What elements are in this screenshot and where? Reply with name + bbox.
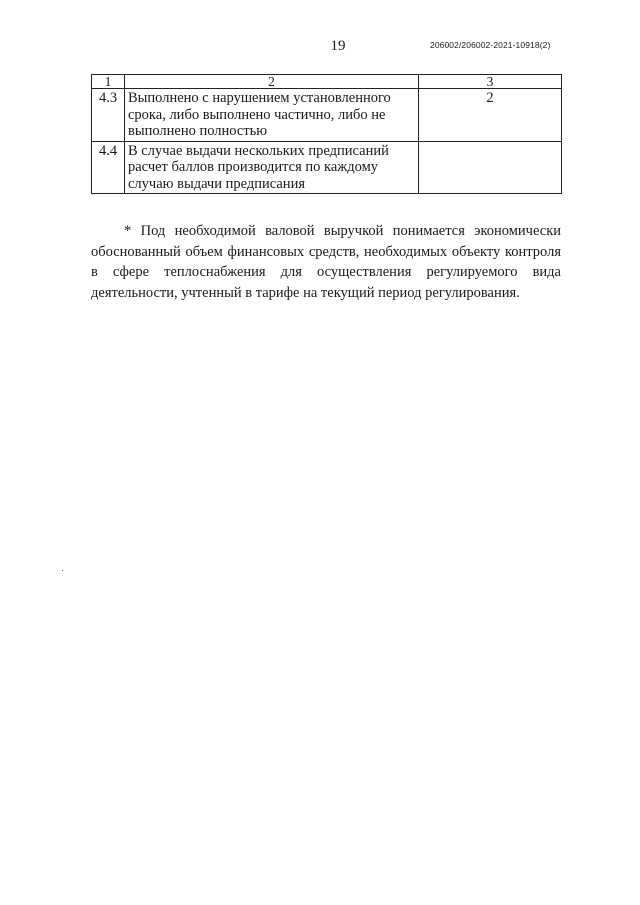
column-header: 1	[92, 75, 125, 89]
criteria-table	[91, 74, 562, 194]
row-score	[419, 141, 562, 194]
column-header: 2	[125, 75, 419, 89]
table-row	[92, 89, 562, 142]
table-header-row	[92, 75, 562, 89]
page-number: 19	[330, 38, 346, 54]
row-score: 2	[419, 89, 562, 142]
document-id: 206002/206002-2021-10918(2)	[430, 40, 551, 50]
row-number: 4.3	[92, 89, 125, 142]
column-header: 3	[419, 75, 562, 89]
row-description: В случае выдачи нескольких предписаний расчет баллов производится по каждому случаю выдачи предписания	[125, 141, 419, 194]
table-row	[92, 141, 562, 194]
footnote: * Под необходимой валовой выручкой понимается экономически обоснованный объем финансовых средств, необходимых объекту контроля в сфере теплоснабжения для осуществления регулируемого вида деятельности, учтенный в тарифе на текущий период регулирования.	[91, 223, 561, 301]
scan-artifact	[62, 570, 63, 571]
row-description: Выполнено с нарушением установленного срока, либо выполнено частично, либо не выполнено полностью	[125, 89, 419, 142]
row-number: 4.4	[92, 141, 125, 194]
